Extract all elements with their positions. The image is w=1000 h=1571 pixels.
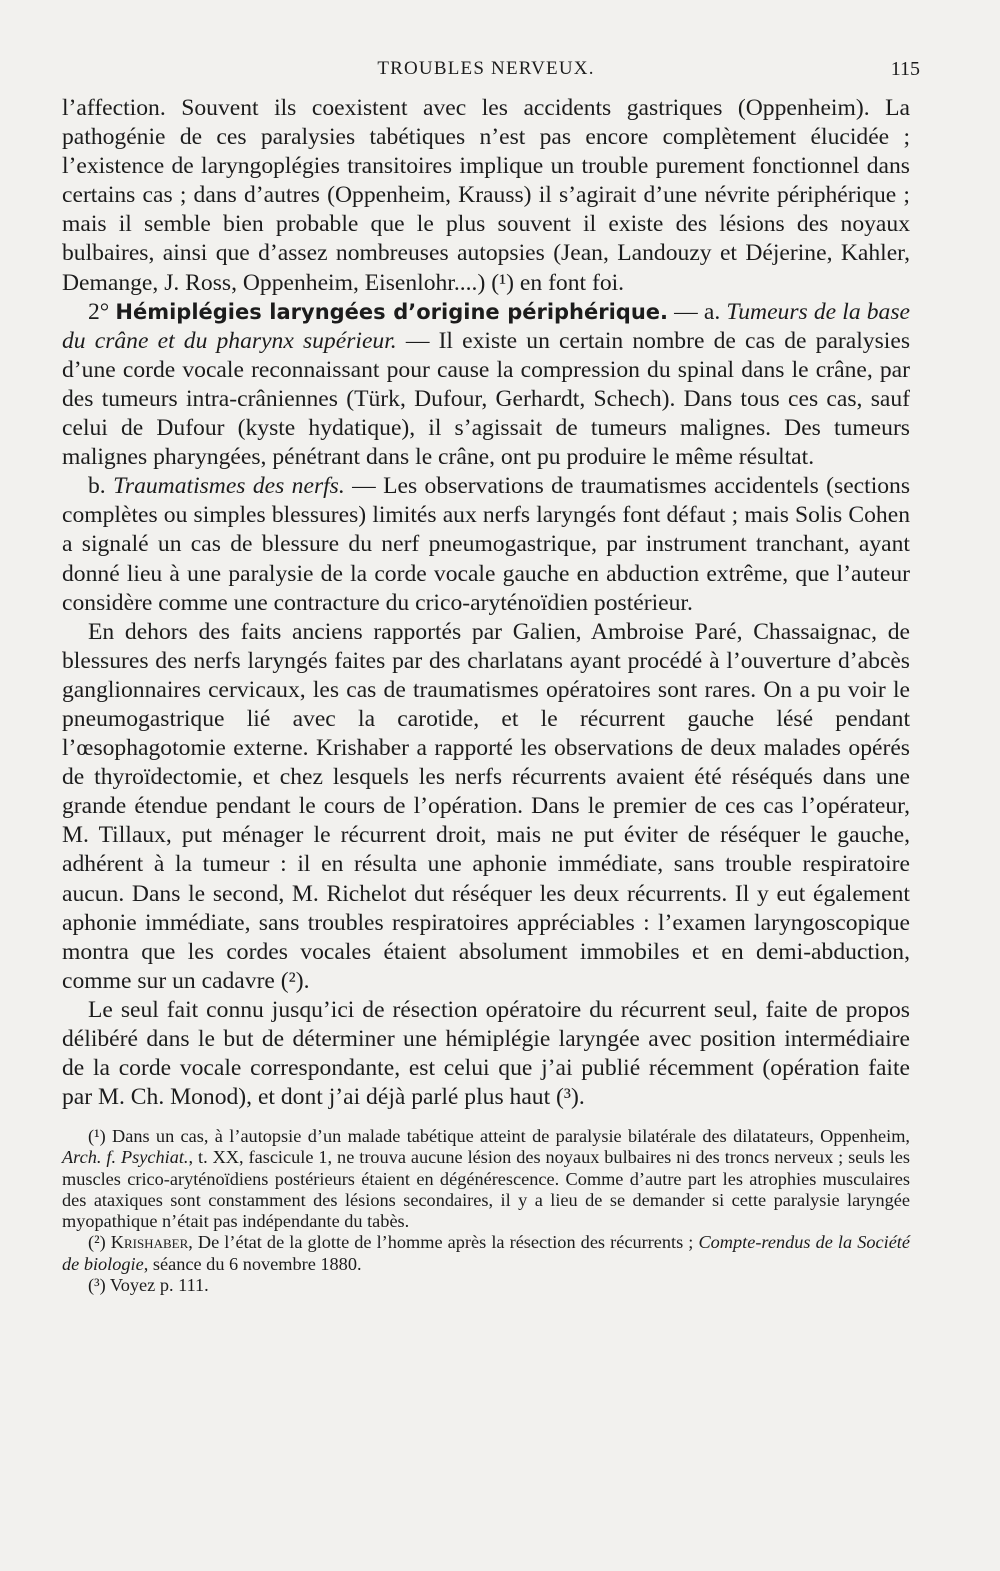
section-heading: Hémiplégies laryngées d’origine périphérique. — [115, 299, 669, 324]
section-number: 2° — [88, 298, 110, 325]
footnote-2-author: Krishaber — [110, 1232, 189, 1253]
paragraph-3-text: — Les observations de traumatismes accidentels (sections complètes ou simples blessures) limités aux nerfs laryngés font défaut ; mais Solis Cohen a signalé un cas de blessure du nerf pneumogastrique, par instrument tranchant, ayant donné lieu à une paralysie de la corde vocale gauche en abduction extrême, que l’auteur considère comme une contracture du crico-aryténoïdien postérieur. — [62, 473, 911, 616]
subsection-label-b: b. — [88, 473, 114, 500]
footnote-1-text-a: (¹) Dans un cas, à l’autopsie d’un malade tabétique atteint de paralysie bilatérale des dilatateurs, Oppenheim, — [88, 1126, 910, 1147]
paragraph-3 — [62, 472, 910, 617]
footnotes — [62, 1126, 910, 1296]
running-title: TROUBLES NERVEUX. — [377, 58, 595, 79]
footnote-1 — [62, 1126, 910, 1232]
separator: — a. — [668, 298, 727, 325]
paragraph-2 — [62, 298, 910, 473]
footnote-1-text-b: , t. XX, fascicule 1, ne trouva aucune lésion des noyaux bulbaires ni des troncs nerveux ; seuls les muscles crico-aryténoïdiens postérieurs étaient en dégénérescence. Comme d’autre part les atrophies musculaires des ataxiques sont constamment des lésions secondaires, il y a lieu de se demander si cette paralysie laryngée myopathique n’était pas indépendante du tabès. — [62, 1147, 910, 1232]
subsection-title-b: Traumatismes des nerfs. — [113, 473, 345, 500]
body-text — [62, 94, 910, 1112]
footnote-2-text-c: , séance du 6 novembre 1880. — [143, 1253, 362, 1274]
footnote-2-text-b: , De l’état de la glotte de l’homme après la résection des récurrents ; — [188, 1232, 699, 1253]
paragraph-4: En dehors des faits anciens rapportés par Galien, Ambroise Paré, Chassaignac, de blessures des nerfs laryngés faites par des charlatans ayant procédé à l’ouverture d’abcès ganglionnaires cervicaux, les cas de traumatismes opératoires sont rares. On a pu voir le pneumogastrique lié avec la carotide, et le récurrent gauche lésé pendant l’œsophagotomie externe. Krishaber a rapporté les observations de deux malades opérés de thyroïdectomie, et chez lesquels les nerfs récurrents avaient été réséqués dans une grande étendue pendant le cours de l’opération. Dans le premier de ces cas l’opérateur, M. Tillaux, put ménager le récurrent droit, mais ne put éviter de réséquer le gauche, adhérent à la tumeur : il en résulta une aphonie immédiate, sans trouble respiratoire aucun. Dans le second, M. Richelot dut réséquer les deux récurrents. Il y eut également aphonie immédiate, sans troubles respiratoires appréciables : l’examen laryngoscopique montra que les cordes vocales étaient absolument immobiles et en demi-abduction, comme sur un cadavre (²). — [62, 618, 910, 994]
page-header — [62, 58, 920, 86]
page-number: 115 — [890, 58, 920, 80]
subsection-title-a: Tumeurs de la base du crâne et du pharynx supérieur. — [62, 298, 911, 354]
footnote-1-reference: Arch. f. Psychiat. — [62, 1147, 189, 1168]
footnote-2 — [62, 1232, 910, 1274]
footnote-2-reference: Compte-rendus de la Société de biologie — [62, 1232, 910, 1274]
paragraph-5: Le seul fait connu jusqu’ici de résection opératoire du récurrent seul, faite de propos délibéré dans le but de déterminer une hémiplégie laryngée avec position intermédiaire de la corde vocale correspondante, est celui que j’ai publié récemment (opération faite par M. Ch. Monod), et dont j’ai déjà parlé plus haut (³). — [62, 996, 910, 1111]
paragraph-2-text: — Il existe un certain nombre de cas de paralysies d’une corde vocale reconnaissant pour cause la compression du spinal dans le crâne, par des tumeurs intra-crâniennes (Türk, Dufour, Gerhardt, Schech). Dans tous ces cas, sauf celui de Dufour (kyste hydatique), il s’agissait de tumeurs malignes. Des tumeurs malignes pharyngées, pénétrant dans le crâne, ont pu produire le même résultat. — [62, 327, 910, 471]
paragraph-1: l’affection. Souvent ils coexistent avec les accidents gastriques (Oppenheim). La pathogénie de ces paralysies tabétiques n’est pas encore complètement élucidée ; l’existence de laryngoplégies transitoires implique un trouble purement fonctionnel dans certains cas ; dans d’autres (Oppenheim, Krauss) il s’agirait d’une névrite périphérique ; mais il semble bien probable que le plus souvent il existe des lésions des noyaux bulbaires, ainsi que d’assez nombreuses autopsies (Jean, Landouzy et Déjerine, Kahler, Demange, J. Ross, Oppenheim, Eisenlohr....) (¹) en font foi. — [62, 95, 910, 296]
footnote-3: (³) Voyez p. 111. — [88, 1274, 209, 1295]
footnote-2-marker: (²) — [88, 1232, 111, 1253]
